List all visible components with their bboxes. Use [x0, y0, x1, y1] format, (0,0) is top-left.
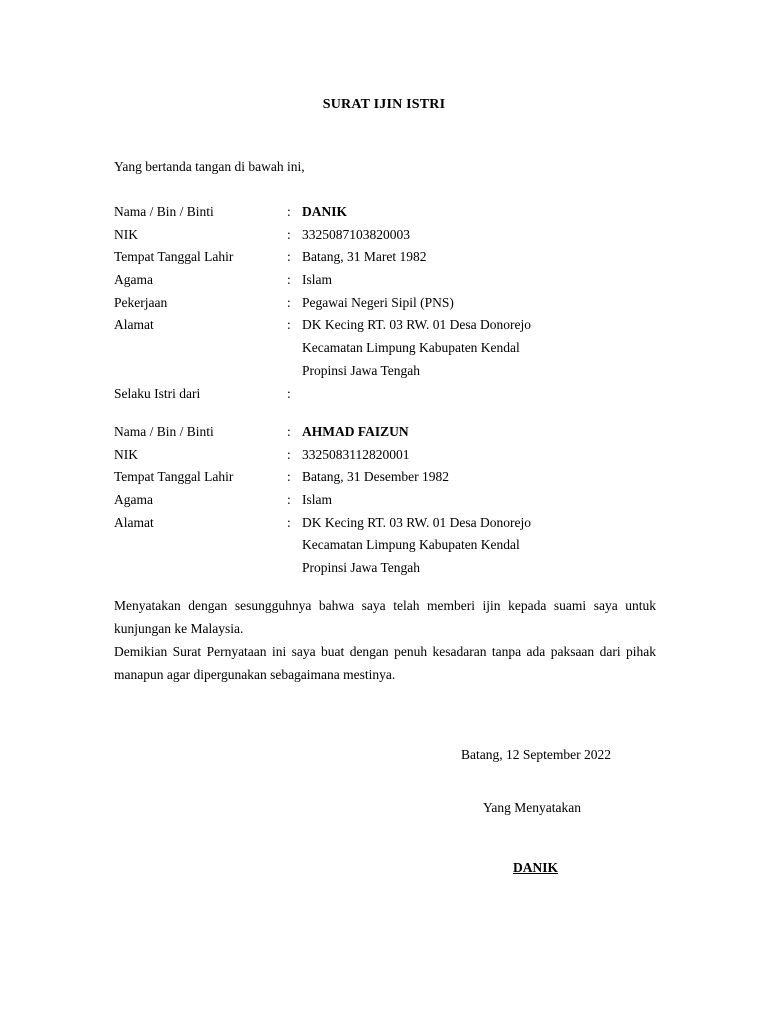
- wife-field-value: Propinsi Jawa Tengah: [302, 362, 421, 378]
- wife-field-label: Alamat: [114, 317, 154, 333]
- wife-field-separator: :: [287, 249, 291, 265]
- wife-row: [114, 292, 674, 315]
- wife-field-separator: :: [287, 272, 291, 288]
- wife-row: [114, 201, 674, 224]
- husband-row: [114, 489, 674, 512]
- wife-field-value: Kecamatan Limpung Kabupaten Kendal: [302, 340, 520, 356]
- husband-field-label: NIK: [114, 446, 138, 462]
- wife-field-value: Pegawai Negeri Sipil (PNS): [302, 294, 454, 310]
- document-title: SURAT IJIN ISTRI: [322, 97, 446, 112]
- wife-field-separator: :: [287, 385, 291, 401]
- wife-field-separator: :: [287, 294, 291, 310]
- wife-field-label: Agama: [114, 272, 153, 288]
- wife-field-separator: :: [287, 226, 291, 242]
- wife-field-value: 3325087103820003: [302, 226, 410, 242]
- husband-field-separator: :: [287, 514, 291, 530]
- wife-field-value: DANIK: [302, 204, 348, 219]
- signer-name: DANIK: [513, 860, 559, 875]
- wife-identity-block: [114, 201, 674, 405]
- wife-row: [114, 314, 674, 337]
- husband-row: [114, 534, 674, 557]
- husband-field-separator: :: [287, 424, 291, 439]
- husband-row: [114, 557, 674, 580]
- wife-row: [114, 383, 674, 406]
- wife-row: [114, 224, 674, 247]
- wife-field-value: DK Kecing RT. 03 RW. 01 Desa Donorejo: [302, 317, 532, 333]
- husband-identity-block: [114, 421, 674, 580]
- husband-field-separator: :: [287, 492, 291, 508]
- statement-paragraph: Menyatakan dengan sesungguhnya bahwa saya telah memberi ijin kepada suami saya untuk kunjungan ke Malaysia.: [114, 598, 656, 636]
- husband-field-value: Batang, 31 Desember 1982: [302, 469, 449, 485]
- wife-field-label: Tempat Tanggal Lahir: [114, 249, 234, 265]
- wife-field-label: NIK: [114, 226, 138, 242]
- wife-field-separator: :: [287, 317, 291, 333]
- wife-field-value: Islam: [302, 272, 332, 288]
- husband-field-separator: :: [287, 446, 291, 462]
- husband-field-value: 3325083112820001: [302, 446, 410, 462]
- wife-field-label: Pekerjaan: [114, 294, 168, 310]
- husband-field-value: Islam: [302, 492, 332, 508]
- husband-row: [114, 466, 674, 489]
- wife-row: [114, 269, 674, 292]
- husband-field-label: Alamat: [114, 514, 154, 530]
- husband-row: [114, 421, 674, 444]
- wife-field-value: Batang, 31 Maret 1982: [302, 249, 427, 265]
- wife-field-label: Selaku Istri dari: [114, 385, 201, 401]
- closing-paragraph: Demikian Surat Pernyataan ini saya buat dengan penuh kesadaran tanpa ada paksaan dari pihak manapun agar dipergunakan sebagaimana mestinya.: [114, 644, 656, 682]
- intro-text: Yang bertanda tangan di bawah ini,: [114, 159, 305, 174]
- husband-row: [114, 512, 674, 535]
- husband-field-label: Agama: [114, 492, 153, 508]
- husband-row: [114, 444, 674, 467]
- husband-field-value: Kecamatan Limpung Kabupaten Kendal: [302, 537, 520, 553]
- husband-field-value: DK Kecing RT. 03 RW. 01 Desa Donorejo: [302, 514, 532, 530]
- husband-field-value: Propinsi Jawa Tengah: [302, 560, 421, 576]
- wife-field-separator: :: [287, 204, 291, 219]
- signer-label: Yang Menyatakan: [483, 800, 581, 815]
- wife-field-label: Nama / Bin / Binti: [114, 204, 214, 219]
- husband-field-value: AHMAD FAIZUN: [302, 424, 409, 439]
- wife-row: [114, 337, 674, 360]
- husband-field-label: Nama / Bin / Binti: [114, 424, 214, 439]
- husband-field-separator: :: [287, 469, 291, 485]
- wife-row: [114, 360, 674, 383]
- wife-row: [114, 246, 674, 269]
- place-date: Batang, 12 September 2022: [461, 747, 611, 762]
- husband-field-label: Tempat Tanggal Lahir: [114, 469, 234, 485]
